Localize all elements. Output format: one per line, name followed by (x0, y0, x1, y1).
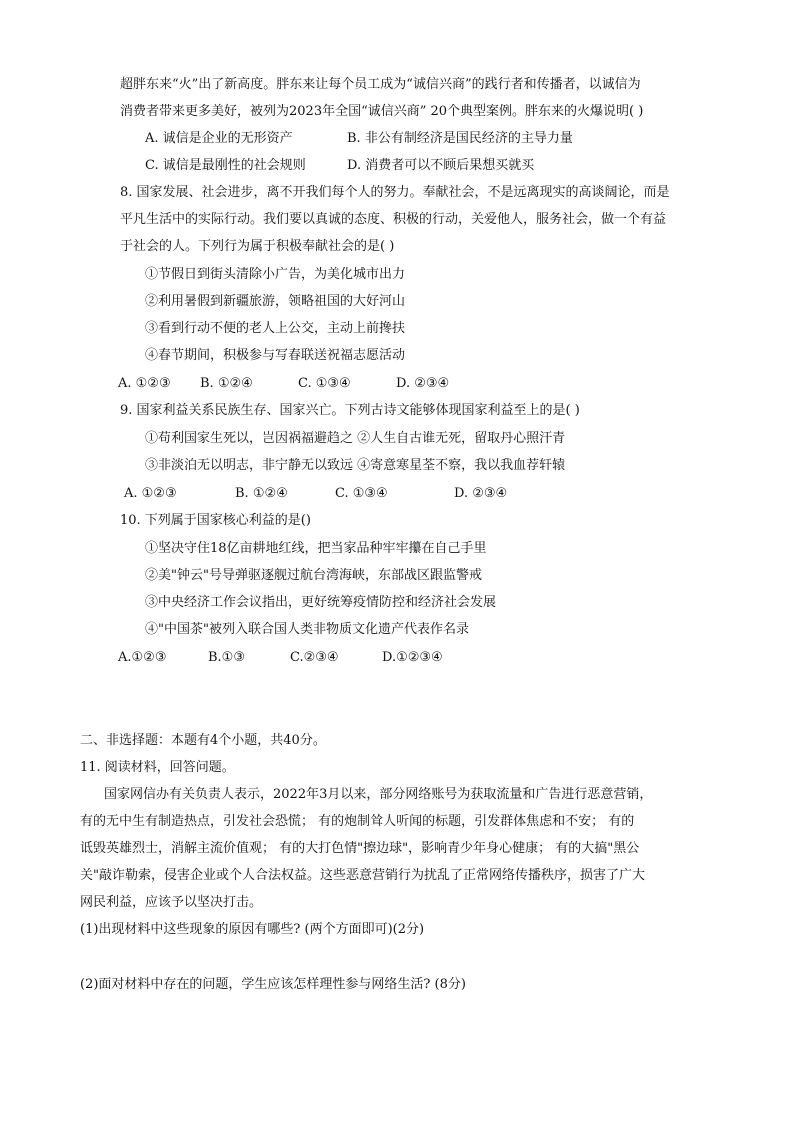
q8-stem-line-3: 于社会的人。下列行为属于积极奉献社会的是( ) (120, 239, 395, 254)
q9-option-b: B. ①②④ (235, 486, 288, 501)
q9-option-d: D. ②③④ (454, 486, 508, 501)
q7-option-a: A. 诚信是企业的无形资产 (145, 131, 293, 146)
q10-item-1: ①坚决守住18亿亩耕地红线，把当家品种牢牢攥在自己手里 (145, 541, 487, 556)
q10-option-a: A.①②③ (118, 650, 167, 665)
q11-subquestion-1: (1)出现材料中这些现象的原因有哪些? (两个方面即可)(2分) (80, 922, 425, 937)
q10-stem: 10. 下列属于国家核心利益的是() (120, 513, 311, 528)
q8-item-4: ④春节期间，积极参与写春联送祝福志愿活动 (145, 348, 406, 363)
q11-material-line-2: 有的无中生有制造热点，引发社会恐慌； 有的炮制耸人听闻的标题，引发群体焦虑和不安； 有的 (80, 814, 635, 829)
q8-option-a: A. ①②③ (118, 376, 171, 391)
q8-option-b: B. ①②④ (200, 376, 253, 391)
q9-stem: 9. 国家利益关系民族生存、国家兴亡。下列古诗文能够体现国家利益至上的是( ) (120, 403, 580, 418)
q9-items-1-2: ①苟利国家生死以，岂因祸福避趋之 ②人生自古谁无死，留取丹心照汗青 (145, 431, 566, 446)
q7-option-b: B. 非公有制经济是国民经济的主导力量 (347, 131, 573, 146)
q10-item-4: ④"中国茶"被列入联合国人类非物质文化遗产代表作名录 (145, 622, 469, 637)
q8-option-d: D. ②③④ (396, 376, 450, 391)
q9-items-3-4: ③非淡泊无以明志，非宁静无以致远 ④寄意寒星荃不察，我以我血荐轩辕 (145, 458, 566, 473)
q11-subquestion-2: (2)面对材料中存在的问题，学生应该怎样理性参与网络生活? (8分) (80, 977, 466, 992)
q11-title: 11. 阅读材料，回答问题。 (80, 760, 235, 775)
q10-option-d: D.①②③④ (382, 650, 443, 665)
q7-option-c: C. 诚信是最刚性的社会规则 (145, 158, 306, 173)
q7-stem-line-1: 超胖东来“火”出了新高度。胖东来让每个员工成为“诚信兴商”的践行者和传播者，以诚信为 (120, 77, 641, 92)
q10-item-2: ②美"钟云"号导弹驱逐舰过航台湾海峡，东部战区跟监警戒 (145, 568, 482, 583)
q8-stem-line-1: 8. 国家发展、社会进步，离不开我们每个人的努力。奉献社会，不是远离现实的高谈阔论，而是 (120, 185, 670, 200)
q9-option-c: C. ①③④ (335, 486, 388, 501)
q11-material-line-1: 国家网信办有关负责人表示，2022年3月以来，部分网络账号为获取流量和广告进行恶意营销， (104, 787, 653, 802)
q8-stem-line-2: 平凡生活中的实际行动。我们要以真诚的态度、积极的行动，关爱他人，服务社会，做一个有益 (120, 212, 667, 227)
q10-option-b: B.①③ (208, 650, 245, 665)
section-2-heading: 二、非选择题：本题有4个小题，共40分。 (80, 733, 326, 748)
q11-material-line-4: 关"敲诈勒索，侵害企业或个人合法权益。这些恶意营销行为扰乱了正常网络传播秩序，损害了广大 (80, 868, 645, 883)
q10-item-3: ③中央经济工作会议指出，更好统筹疫情防控和经济社会发展 (145, 595, 497, 610)
q8-item-2: ②利用暑假到新疆旅游，领略祖国的大好河山 (145, 294, 406, 309)
q7-stem-line-2: 消费者带来更多美好，被列为2023年全国“诚信兴商” 20个典型案例。胖东来的火爆说明( ) (120, 104, 644, 119)
q8-item-3: ③看到行动不便的老人上公交，主动上前搀扶 (145, 321, 406, 336)
q8-option-c: C. ①③④ (298, 376, 351, 391)
q11-material-line-5: 网民利益，应该予以坚决打击。 (80, 895, 263, 910)
q9-option-a: A. ①②③ (124, 486, 177, 501)
q8-item-1: ①节假日到街头清除小广告，为美化城市出力 (145, 267, 406, 282)
q7-option-d: D. 消费者可以不顾后果想买就买 (347, 158, 535, 173)
q10-option-c: C.②③④ (290, 650, 339, 665)
q11-material-line-3: 诋毁英雄烈士，消解主流价值观； 有的大打色情"擦边球"，影响青少年身心健康； 有的大搞"黑公 (80, 841, 640, 856)
